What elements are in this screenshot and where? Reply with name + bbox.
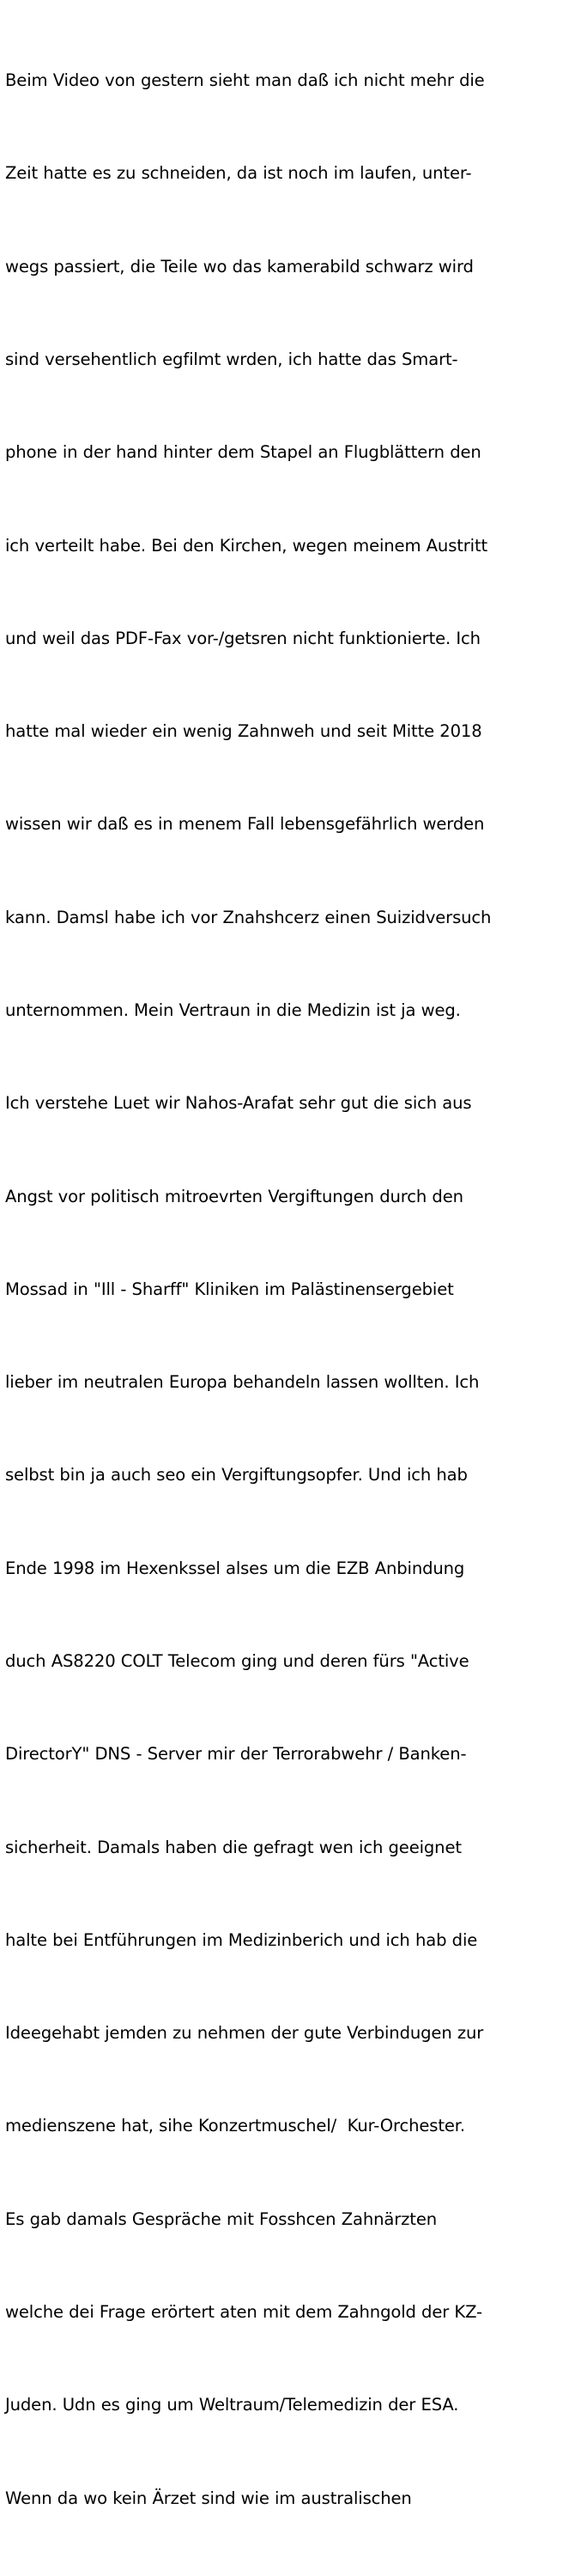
text-line: selbst bin ja auch seo ein Vergiftungsopfer. Und ich hab [5,1465,468,1485]
text-line: sicherheit. Damals haben die gefragt wen ich geeignet [5,1837,462,1857]
text-line: Ideegehabt jemden zu nehmen der gute Verbindugen zur [5,2023,484,2044]
text-line: welche dei Frage erörtert aten mit dem Zahngold der KZ- [5,2301,482,2322]
text-line: ich verteilt habe. Bei den Kirchen, wegen meinem Austritt [5,535,488,556]
text-line: kann. Damsl habe ich vor Znahshcerz einen Suizidversuch [5,907,492,927]
text-line: halte bei Entführungen im Medizinberich und ich hab die [5,1929,478,1950]
text-line: und weil das PDF-Fax vor-/getsren nicht funktionierte. Ich [5,628,481,648]
text-line: Es gab damals Gespräche mit Fosshcen Zahnärzten [5,2208,437,2229]
text-line: Ich verstehe Luet wir Nahos-Arafat sehr gut die sich aus [5,1093,472,1114]
text-line: phone in der hand hinter dem Stapel an Flugblättern den [5,442,481,463]
text-line: Wenn da wo kein Ärzet sind wie im australischen [5,2488,412,2508]
text-line: wissen wir daß es in menem Fall lebensgefährlich werden [5,814,485,835]
text-line: Zeit hatte es zu schneiden, da ist noch im laufen, unter- [5,163,472,184]
text-line: DirectorY" DNS - Server mir der Terrorabwehr / Banken- [5,1744,467,1765]
text-line: unternommen. Mein Vertraun in die Medizin ist ja weg. [5,1000,461,1020]
text-line: Ende 1998 im Hexenkssel alses um die EZB Anbindung [5,1558,465,1578]
text-line: duch AS8220 COLT Telecom ging und deren fürs "Active [5,1650,469,1671]
text-line: medienszene hat, sihe Konzertmuschel/ Kur-Orchester. [5,2116,465,2136]
text-line: lieber im neutralen Europa behandeln lassen wollten. Ich [5,1372,480,1393]
text-line: sind versehentlich egfilmt wrden, ich hatte das Smart- [5,349,458,370]
text-line: Mossad in "Ill - Sharff" Kliniken im Palästinensergebiet [5,1279,454,1299]
text-line: Angst vor politisch mitroevrten Vergiftungen durch den [5,1186,463,1206]
text-line: Beim Video von gestern sieht man daß ich nicht mehr die [5,70,485,91]
document-body-text [5,3,582,2576]
text-line: hatte mal wieder ein wenig Zahnweh und seit Mitte 2018 [5,721,482,742]
text-line: Juden. Udn es ging um Weltraum/Telemedizin der ESA. [5,2395,459,2415]
text-line: wegs passiert, die Teile wo das kamerabild schwarz wird [5,256,474,276]
